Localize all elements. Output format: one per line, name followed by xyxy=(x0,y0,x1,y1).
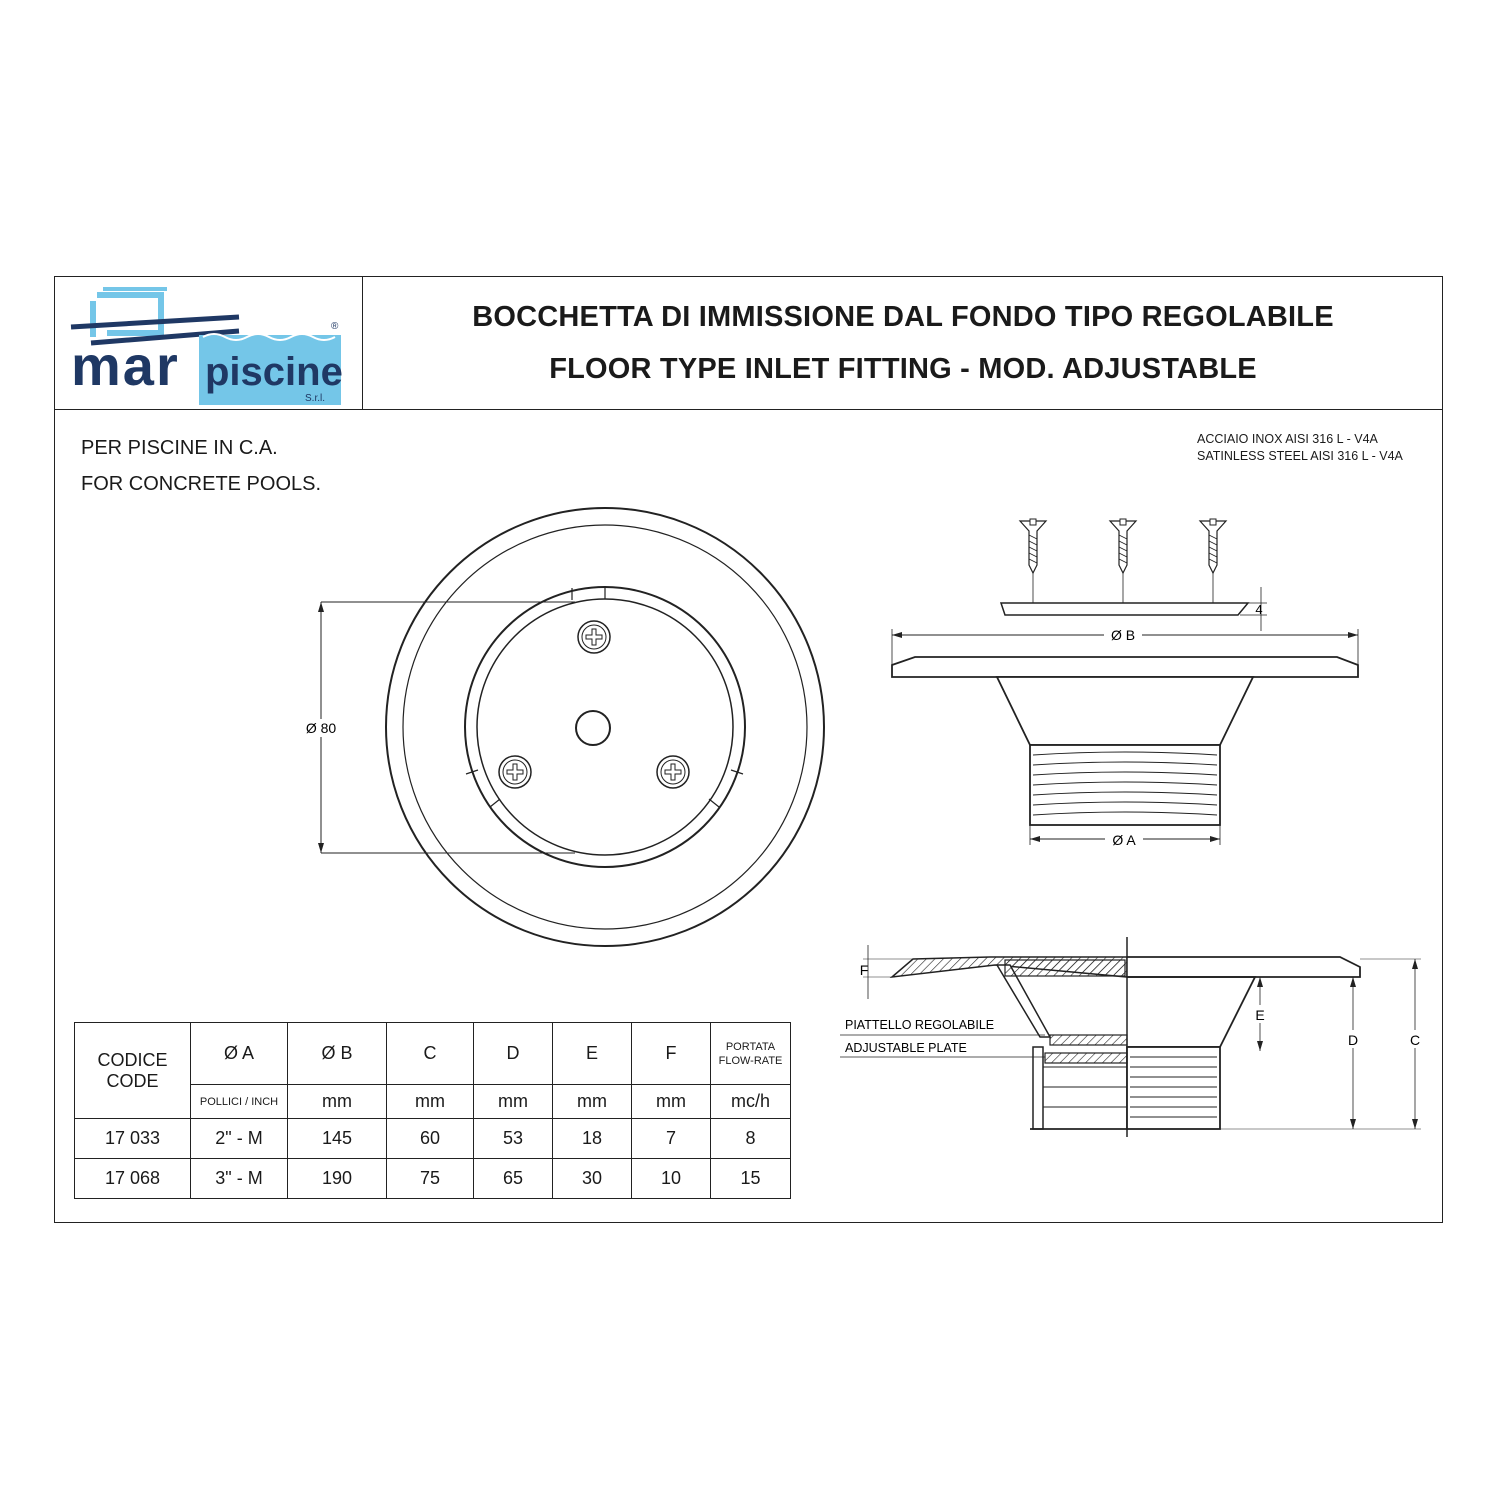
cell-f: 7 xyxy=(632,1119,711,1159)
logo-word-mar: mar xyxy=(71,334,180,397)
header-b: Ø B xyxy=(288,1023,387,1085)
side-view-diameter-b-label: Ø B xyxy=(1110,627,1136,643)
cell-b: 190 xyxy=(288,1159,387,1199)
section-view xyxy=(840,937,1423,1137)
cell-f: 10 xyxy=(632,1159,711,1199)
header-e: E xyxy=(553,1023,632,1085)
cell-code: 17 068 xyxy=(75,1159,191,1199)
side-view xyxy=(892,519,1358,848)
header-flow-en: FLOW-RATE xyxy=(718,1054,783,1067)
header-f: F xyxy=(632,1023,711,1085)
cell-b: 145 xyxy=(288,1119,387,1159)
note-material-en: SATINLESS STEEL AISI 316 L - V4A xyxy=(1197,449,1403,463)
header-flow-it: PORTATA xyxy=(725,1040,776,1053)
header-code-en: CODE xyxy=(106,1070,159,1091)
title-italian: BOCCHETTA DI IMMISSIONE DAL FONDO TIPO REGOLABILE xyxy=(472,301,1334,333)
unit-f: mm xyxy=(632,1085,711,1119)
table-row xyxy=(75,1119,791,1159)
unit-c: mm xyxy=(387,1085,474,1119)
title-english: FLOOR TYPE INLET FITTING - MOD. ADJUSTABLE xyxy=(549,353,1257,385)
cell-d: 53 xyxy=(474,1119,553,1159)
unit-e: mm xyxy=(553,1085,632,1119)
unit-d: mm xyxy=(474,1085,553,1119)
cell-d: 65 xyxy=(474,1159,553,1199)
side-view-diameter-a-label: Ø A xyxy=(1112,832,1136,848)
section-dim-e: E xyxy=(1255,1007,1265,1023)
cell-c: 75 xyxy=(387,1159,474,1199)
logo-registered: ® xyxy=(331,321,339,332)
header-d: D xyxy=(474,1023,553,1085)
header-code-it: CODICE xyxy=(97,1049,168,1070)
note-concrete-it: PER PISCINE IN C.A. xyxy=(81,437,278,459)
note-concrete-en: FOR CONCRETE POOLS. xyxy=(81,473,322,495)
section-dim-f: F xyxy=(859,962,869,978)
header-code xyxy=(75,1023,191,1119)
note-material-it: ACCIAIO INOX AISI 316 L - V4A xyxy=(1197,432,1378,446)
plate-label-english: ADJUSTABLE PLATE xyxy=(845,1041,967,1055)
cell-flow: 8 xyxy=(711,1119,791,1159)
top-view-diameter-label: Ø 80 xyxy=(305,720,337,736)
plate-label-italian: PIATTELLO REGOLABILE xyxy=(845,1018,995,1032)
spec-table xyxy=(74,1022,791,1199)
cell-flow: 15 xyxy=(711,1159,791,1199)
cell-c: 60 xyxy=(387,1119,474,1159)
section-dim-c: C xyxy=(1409,1032,1421,1048)
top-view xyxy=(299,508,824,946)
cell-e: 30 xyxy=(553,1159,632,1199)
unit-b: mm xyxy=(288,1085,387,1119)
cell-code: 17 033 xyxy=(75,1119,191,1159)
logo-suffix: S.r.l. xyxy=(305,393,326,404)
header-a: Ø A xyxy=(191,1023,288,1085)
section-dim-d: D xyxy=(1347,1032,1359,1048)
cell-a: 3" - M xyxy=(191,1159,288,1199)
header-c: C xyxy=(387,1023,474,1085)
side-view-thickness-label: 4 xyxy=(1255,602,1263,617)
logo-word-piscine: piscine xyxy=(205,350,343,394)
datasheet-frame xyxy=(54,276,1443,1223)
cell-e: 18 xyxy=(553,1119,632,1159)
unit-a: POLLICI / INCH xyxy=(191,1085,288,1119)
table-row xyxy=(75,1159,791,1199)
header-flow xyxy=(711,1023,791,1085)
cell-a: 2" - M xyxy=(191,1119,288,1159)
unit-flow: mc/h xyxy=(711,1085,791,1119)
